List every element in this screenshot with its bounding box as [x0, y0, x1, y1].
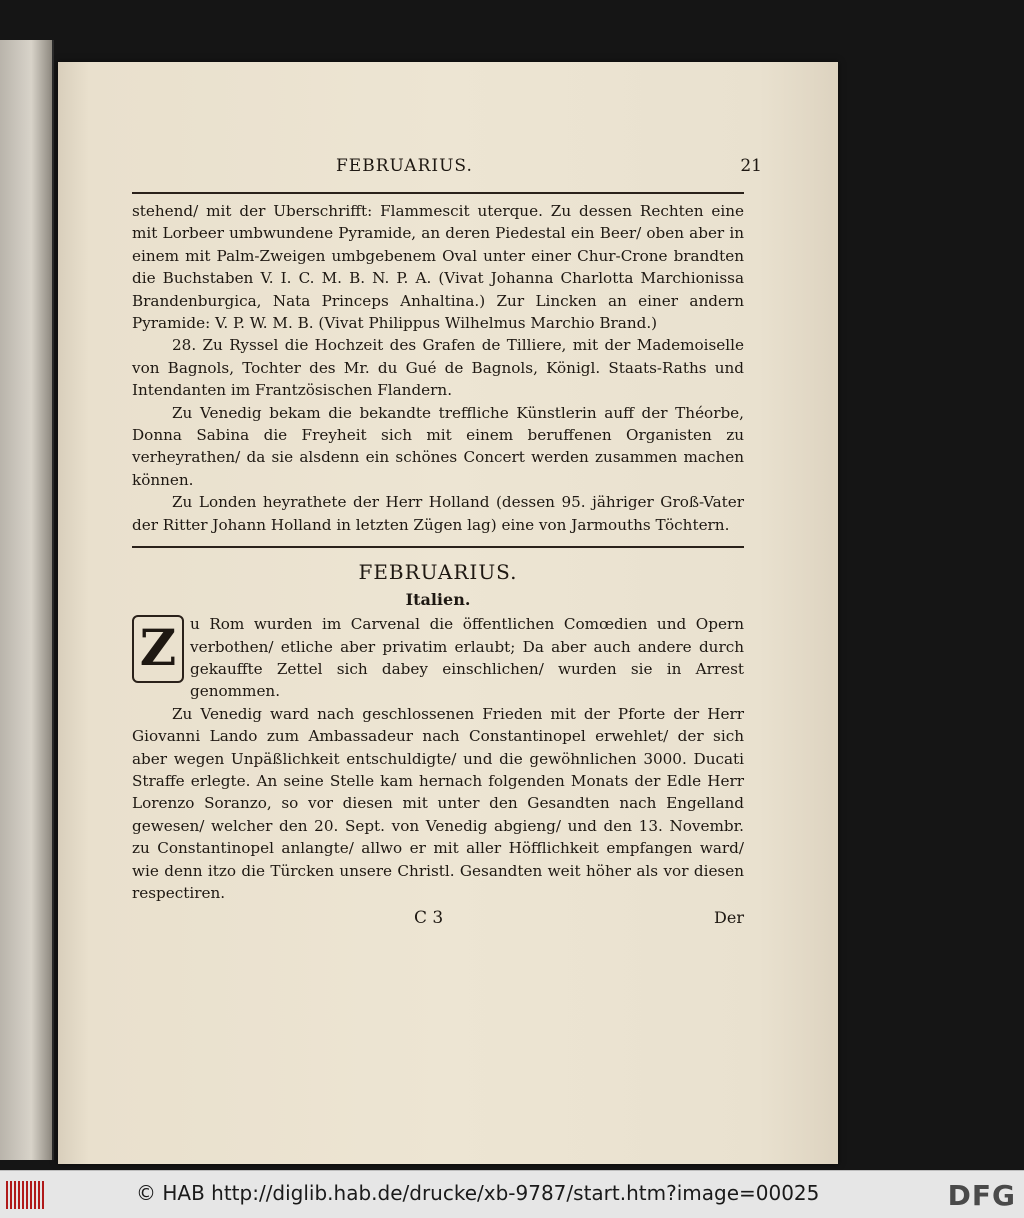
page-content — [132, 156, 762, 934]
paragraph: Zu Venedig ward nach geschlossenen Frieden mit der Pforte der Herr Giovanni Lando zum Ambassadeur nach Constantinopel erwehlet/ der sich aber wegen Unpäßlichkeit entschuldigte/ und die gewöhnlichen 3000. Ducati Straffe erlegte. An seine Stelle kam hernach folgenden Monats der Edle Herr Lorenzo Soranzo, so vor diesen mit unter den Gesandten nach Engelland gewesen/ welcher den 20. Sept. von Venedig abgieng/ und den 13. Novembr. zu Constantinopel anlangte/ allwo er mit aller Höfflichkeit empfangen ward/ wie denn itzo die Türcken unsere Christl. Gesandten weit höher als vor diesen respectiren. — [132, 704, 744, 902]
dfg-logo: DFG — [947, 1179, 1016, 1212]
paragraph: Zu Londen heyrathete der Herr Holland (dessen 95. jähriger Groß-Vater der Ritter Johann Holland in letzten Zügen lag) eine von Jarmouths Töchtern. — [132, 493, 744, 534]
dropcap-initial: Z — [132, 615, 184, 683]
running-head-title: FEBRUARIUS. — [336, 156, 473, 176]
section-rule — [132, 546, 744, 548]
paragraph: 28. Zu Ryssel die Hochzeit des Grafen de Tilliere, mit der Mademoiselle von Bagnols, Tochter des Mr. du Gué de Bagnols, Königl. Staats-Raths und Intendanten im Frantzösischen Flandern. — [132, 336, 744, 400]
section-title: FEBRUARIUS. — [358, 560, 518, 585]
header-rule — [132, 192, 744, 194]
source-link[interactable]: © HAB http://diglib.hab.de/drucke/xb-9787/start.htm?image=00025 — [136, 1181, 820, 1205]
book-page — [58, 62, 838, 1164]
paragraph: stehend/ mit der Uberschrifft: Flammescit uterque. Zu dessen Rechten eine mit Lorbeer umbwundene Pyramide, an deren Piedestal ein Beer/ oben aber in einem mit Palm-Zweigen umbgebenem Oval unter einer Chur-Crone brandten die Buchstaben V. I. C. M. B. N. P. A. (Vivat Johanna Charlotta Marchionissa Brandenburgica, Nata Princeps Anhaltina.) Zur Lincken an einer andern Pyramide: V. P. W. M. B. (Vivat Philippus Wilhelmus Marchio Brand.) — [132, 202, 744, 333]
paragraph: Zu Venedig bekam die bekandte treffliche Künstlerin auff der Théorbe, Donna Sabina die Freyheit sich mit einem beruffenen Organisten zu verheyrathen/ da sie alsdenn ein schönes Concert werden zusammen machen können. — [132, 403, 744, 489]
running-head — [132, 156, 762, 188]
previous-page-edge — [0, 40, 54, 1160]
signature-mark: C 3 — [414, 908, 444, 929]
subsection-title: Italien. — [405, 590, 471, 610]
footer-bar — [0, 1170, 1024, 1218]
paragraph: u Rom wurden im Carvenal die öffentlichen Comœdien und Opern verbothen/ etliche aber privatim erlaubt; Da aber auch andere durch gekauffte Zettel sich dabey einschlichen/ wurden sie in Arrest genommen. — [190, 615, 744, 701]
page-foot — [132, 908, 744, 934]
page-number: 21 — [740, 156, 762, 176]
catchword: Der — [714, 908, 744, 928]
barcode-icon — [6, 1181, 46, 1209]
